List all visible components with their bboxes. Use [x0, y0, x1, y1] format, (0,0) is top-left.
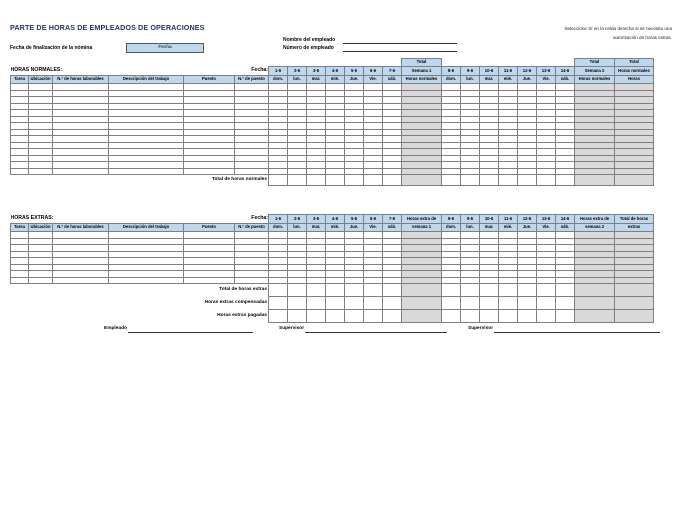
total-cell [499, 310, 518, 323]
date-cell: 12-6 [518, 67, 537, 76]
date-cell: 6-6 [364, 215, 383, 224]
total-cell [364, 284, 383, 297]
day-header: Jue. [518, 76, 537, 84]
grand-total-sub-header: extras [615, 224, 654, 232]
spacer-cell [480, 59, 499, 67]
day-header: lun. [288, 224, 307, 232]
date-cell: 8-6 [442, 67, 461, 76]
total-row-label: Horas extras compensadas [204, 299, 268, 305]
total-row-label: Total de horas normales [211, 176, 267, 182]
total-cell [364, 175, 383, 186]
day-header: mar. [480, 76, 499, 84]
total-cell [345, 175, 364, 186]
day-header: dom. [442, 224, 461, 232]
total-cell [307, 297, 326, 310]
total-cell [442, 175, 461, 186]
date-cell: 13-6 [537, 215, 556, 224]
total-cell [518, 297, 537, 310]
day-header: Vie. [364, 76, 383, 84]
week2-total-label: Semana 2 [575, 67, 615, 76]
spacer-cell [288, 59, 307, 67]
day-header: sáb. [556, 76, 575, 84]
day-header: mar. [480, 224, 499, 232]
column-header: Tarea [11, 76, 29, 84]
total-cell [556, 175, 575, 186]
section-label: HORAS NORMALES: [10, 67, 63, 74]
date-cell: 4-6 [326, 215, 345, 224]
total-cell [383, 297, 402, 310]
total-cell [480, 284, 499, 297]
spacer-cell [364, 59, 383, 67]
date-cell: 3-6 [307, 215, 326, 224]
total-cell [345, 310, 364, 323]
total-cell [615, 284, 654, 297]
day-header: sáb. [383, 224, 402, 232]
total-cell [499, 284, 518, 297]
date-cell: 7-6 [383, 67, 402, 76]
employee-number-field[interactable] [343, 45, 457, 52]
total-cell [575, 284, 615, 297]
date-cell: 9-6 [461, 67, 480, 76]
column-header: Ubicación [29, 224, 53, 232]
column-header: Puesto [184, 224, 235, 232]
signature-employee-label: Empleado [104, 326, 127, 331]
total-row-label: Total de horas extras [219, 286, 268, 292]
spacer-cell [345, 59, 364, 67]
signature-employee-line[interactable] [128, 326, 253, 333]
date-cell: 4-6 [326, 67, 345, 76]
week1-sub-header: Horas normales [402, 76, 442, 84]
total-cell [383, 175, 402, 186]
total-cell [556, 310, 575, 323]
total-cell [326, 284, 345, 297]
total-cell [288, 284, 307, 297]
week1-total-label: Semana 1 [402, 67, 442, 76]
total-cell [556, 297, 575, 310]
total-cell [575, 297, 615, 310]
week1-total-top: Total [402, 59, 442, 67]
week2-sub-header: semana 2 [575, 224, 615, 232]
date-cell: 14-6 [556, 215, 575, 224]
day-header: Vie. [537, 76, 556, 84]
date-cell: 10-6 [480, 215, 499, 224]
total-cell [402, 175, 442, 186]
date-cell: 7-6 [383, 215, 402, 224]
date-cell: 12-6 [518, 215, 537, 224]
total-cell [537, 175, 556, 186]
total-cell [345, 297, 364, 310]
day-header: dom. [442, 76, 461, 84]
column-header: N.º de puesto [235, 224, 269, 232]
day-header: Jue. [345, 224, 364, 232]
total-cell [615, 310, 654, 323]
day-header: mié. [499, 224, 518, 232]
date-cell: 2-6 [288, 215, 307, 224]
date-label: Fecha: [251, 215, 269, 222]
column-header: Puesto [184, 76, 235, 84]
total-cell [307, 284, 326, 297]
date-cell: 1-6 [269, 67, 288, 76]
signature-supervisor-label: Supervisor [279, 326, 305, 331]
date-cell: 5-6 [345, 67, 364, 76]
day-header: mar. [307, 224, 326, 232]
grand-total-sub-header: Horas [615, 76, 654, 84]
total-cell [518, 175, 537, 186]
column-header: Tarea [11, 224, 29, 232]
day-header: mié. [326, 224, 345, 232]
total-cell [499, 175, 518, 186]
total-cell [537, 297, 556, 310]
total-cell [269, 284, 288, 297]
overtime-table [10, 214, 654, 323]
column-header: Descripción del trabajo [109, 76, 184, 84]
total-cell [575, 175, 615, 186]
total-cell [307, 175, 326, 186]
total-cell [537, 284, 556, 297]
total-cell [326, 297, 345, 310]
signature-supervisor-line[interactable] [305, 326, 447, 333]
total-cell [461, 297, 480, 310]
day-header: lun. [288, 76, 307, 84]
spacer-cell [29, 59, 53, 67]
spacer-cell [53, 59, 109, 67]
total-cell [402, 284, 442, 297]
day-header: Jue. [345, 76, 364, 84]
day-header: dom. [269, 224, 288, 232]
week1-sub-header: semana 1 [402, 224, 442, 232]
date-cell: 14-6 [556, 67, 575, 76]
section-label: HORAS EXTRAS: [10, 215, 54, 222]
spacer-cell [184, 59, 235, 67]
total-cell [288, 297, 307, 310]
date-cell: 11-6 [499, 67, 518, 76]
total-cell [326, 310, 345, 323]
column-header: N.º de horas laborables [53, 76, 109, 84]
total-cell [461, 310, 480, 323]
total-cell [288, 175, 307, 186]
date-cell: 3-6 [307, 67, 326, 76]
total-cell [326, 175, 345, 186]
day-header: Vie. [364, 224, 383, 232]
spacer-cell [109, 59, 184, 67]
spacer-cell [235, 59, 269, 67]
date-cell: 13-6 [537, 67, 556, 76]
total-cell [345, 284, 364, 297]
total-cell [383, 310, 402, 323]
signature-supervisor-2-label: Supervisor [468, 326, 494, 331]
column-header: Ubicación [29, 76, 53, 84]
spacer-cell [537, 59, 556, 67]
column-header: Descripción del trabajo [109, 224, 184, 232]
total-cell [402, 310, 442, 323]
spacer-cell [269, 59, 288, 67]
spacer-cell [518, 59, 537, 67]
total-cell [442, 297, 461, 310]
total-cell [575, 310, 615, 323]
column-header: N.º de puesto [235, 76, 269, 84]
grand-total-label: Horas normales [615, 67, 654, 76]
total-cell [402, 297, 442, 310]
day-header: sáb. [383, 76, 402, 84]
day-header: sáb. [556, 224, 575, 232]
spacer-cell [461, 59, 480, 67]
overtime-note: Seleccione Sí en la celda derecha si se necesita una autorización de horas extras. [564, 26, 672, 40]
total-cell [615, 297, 654, 310]
total-cell [556, 284, 575, 297]
spacer-cell [11, 59, 29, 67]
total-cell [269, 310, 288, 323]
total-cell [518, 284, 537, 297]
date-cell: 5-6 [345, 215, 364, 224]
total-cell [442, 310, 461, 323]
total-cell [480, 175, 499, 186]
spacer-cell [326, 59, 345, 67]
signature-supervisor-2-line[interactable] [494, 326, 660, 333]
date-cell: 8-6 [442, 215, 461, 224]
total-cell [269, 175, 288, 186]
spacer-cell [499, 59, 518, 67]
day-header: Vie. [537, 224, 556, 232]
total-cell [288, 310, 307, 323]
date-cell: 2-6 [288, 67, 307, 76]
date-cell: 1-6 [269, 215, 288, 224]
total-cell [461, 175, 480, 186]
day-header: mié. [326, 76, 345, 84]
total-cell [499, 297, 518, 310]
day-header: mié. [499, 76, 518, 84]
total-cell [537, 310, 556, 323]
payroll-end-field[interactable]: Fecha [126, 43, 204, 53]
week2-total-label: Horas extra de [575, 215, 615, 224]
day-header: mar. [307, 76, 326, 84]
total-cell [480, 310, 499, 323]
total-cell [269, 297, 288, 310]
total-cell [615, 175, 654, 186]
spacer-cell [383, 59, 402, 67]
total-cell [461, 284, 480, 297]
week1-total-label: Horas extra de [402, 215, 442, 224]
employee-number-label: Número de empleado [283, 45, 334, 51]
total-cell [364, 297, 383, 310]
total-cell [518, 310, 537, 323]
total-cell [383, 284, 402, 297]
day-header: lun. [461, 76, 480, 84]
day-header: lun. [461, 224, 480, 232]
date-cell: 6-6 [364, 67, 383, 76]
employee-name-label: Nombre del empleado [283, 37, 336, 43]
spacer-cell [307, 59, 326, 67]
week2-total-top: Total [575, 59, 615, 67]
week2-sub-header: Horas normales [575, 76, 615, 84]
date-cell: 9-6 [461, 215, 480, 224]
day-header: Jue. [518, 224, 537, 232]
date-cell: 11-6 [499, 215, 518, 224]
total-cell [480, 297, 499, 310]
spacer-cell [556, 59, 575, 67]
employee-name-field[interactable] [343, 37, 457, 44]
date-label: Fecha: [251, 67, 268, 74]
total-cell [442, 284, 461, 297]
column-header: N.º de horas laborables [53, 224, 109, 232]
date-cell: 10-6 [480, 67, 499, 76]
page-title: PARTE DE HORAS DE EMPLEADOS DE OPERACIONES [10, 23, 205, 32]
total-row-label: Horas extras pagadas [217, 312, 268, 318]
normal-hours-table [10, 58, 654, 186]
total-cell [307, 310, 326, 323]
grand-total-top: Total [615, 59, 654, 67]
total-cell [364, 310, 383, 323]
day-header: dom. [269, 76, 288, 84]
spacer-cell [442, 59, 461, 67]
grand-total-label: Total de horas [615, 215, 654, 224]
payroll-end-label: Fecha de finalización de la nómina [10, 45, 93, 51]
